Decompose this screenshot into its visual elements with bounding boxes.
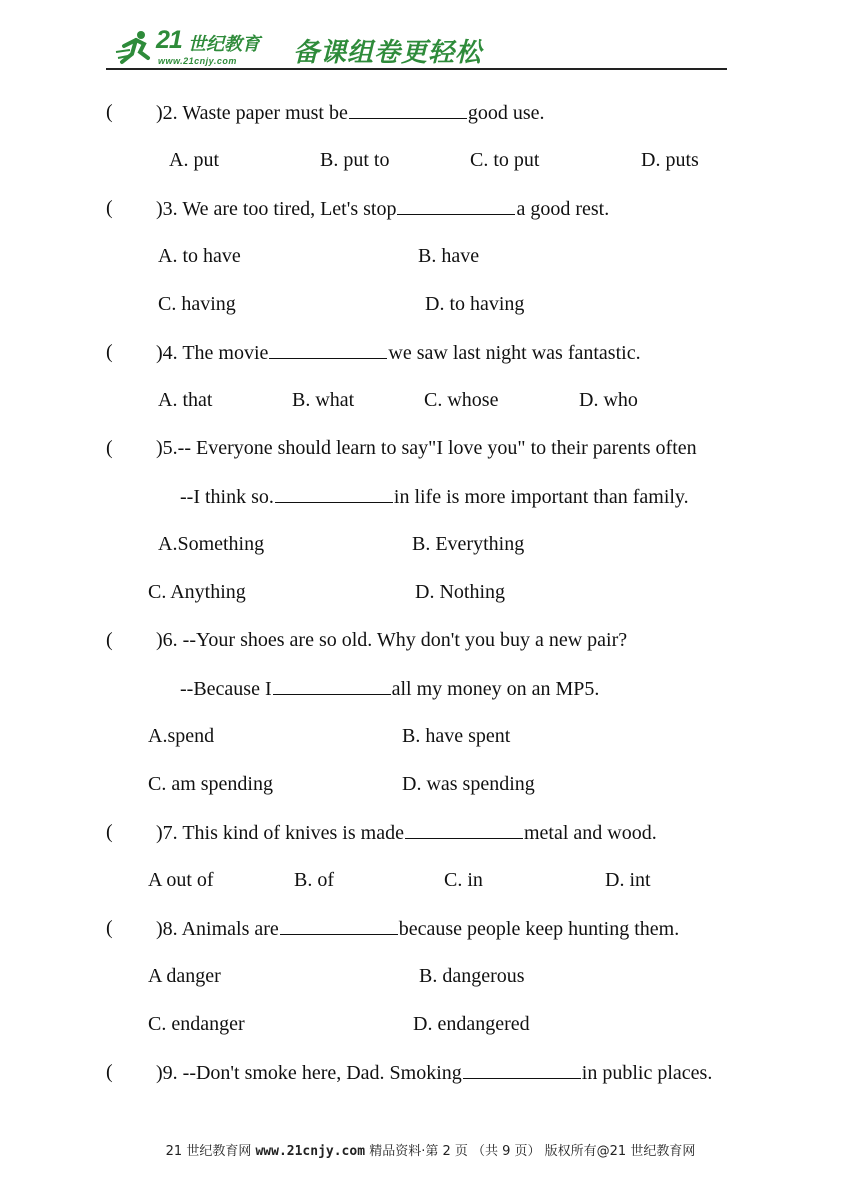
answer-blank: [273, 676, 391, 695]
page-header: [106, 26, 727, 72]
page-footer: [0, 1140, 861, 1159]
option-d: D. to having: [425, 293, 525, 315]
logo-number: 21: [156, 26, 182, 54]
option-c: C. to put: [470, 149, 540, 171]
option-c: C. endanger: [148, 1013, 245, 1035]
option-a: A. to have: [158, 245, 241, 267]
option-a: A.Something: [158, 533, 265, 555]
footer-info: 精品资料·第 2 页 （共 9 页） 版权所有@21 世纪教育网: [369, 1144, 696, 1159]
option-b: B. what: [292, 389, 355, 411]
answer-blank: [349, 100, 467, 119]
option-a: A danger: [148, 965, 221, 987]
question-text: )9. --Don't smoke here, Dad. Smoking in public places.: [156, 1062, 713, 1084]
option-a: A.spend: [148, 725, 215, 747]
option-d: D. who: [579, 389, 638, 411]
option-d: D. int: [605, 869, 651, 891]
header-divider: [106, 68, 727, 70]
question-text: )2. Waste paper must be good use.: [156, 102, 545, 124]
answer-paren: (: [106, 101, 113, 123]
option-a: A out of: [148, 869, 214, 891]
footer-site: 21 世纪教育网: [165, 1144, 252, 1159]
answer-paren: (: [106, 1061, 113, 1083]
option-c: C. in: [444, 869, 483, 891]
option-b: B. have spent: [402, 725, 511, 747]
option-d: D. was spending: [402, 773, 535, 795]
answer-blank: [405, 820, 523, 839]
option-a: A. that: [158, 389, 213, 411]
option-b: B. dangerous: [419, 965, 525, 987]
option-c: C. having: [158, 293, 236, 315]
option-d: D. puts: [641, 149, 699, 171]
question-text: )8. Animals are because people keep hunting them.: [156, 918, 680, 940]
answer-blank: [397, 196, 515, 215]
logo-url: www.21cnjy.com: [158, 56, 237, 66]
option-d: D. endangered: [413, 1013, 530, 1035]
logo-text: 世纪教育: [188, 34, 260, 55]
question-text-line-2: --I think so. in life is more important than family.: [180, 486, 689, 508]
answer-paren: (: [106, 821, 113, 843]
footer-url[interactable]: www.21cnjy.com: [255, 1144, 366, 1159]
answer-paren: (: [106, 197, 113, 219]
answer-paren: (: [106, 341, 113, 363]
answer-paren: (: [106, 629, 113, 651]
option-d: D. Nothing: [415, 581, 505, 603]
question-text-line-2: --Because I all my money on an MP5.: [180, 678, 600, 700]
option-a: A. put: [169, 149, 219, 171]
answer-blank: [269, 340, 387, 359]
question-text: )6. --Your shoes are so old. Why don't you buy a new pair?: [156, 629, 628, 651]
answer-blank: [280, 916, 398, 935]
answer-blank: [275, 484, 393, 503]
question-text: )4. The movie we saw last night was fantastic.: [156, 342, 641, 364]
option-b: B. of: [294, 869, 334, 891]
answer-paren: (: [106, 917, 113, 939]
option-b: B. have: [418, 245, 480, 267]
runner-logo-icon: [114, 28, 154, 68]
answer-blank: [463, 1060, 581, 1079]
header-slogan: 备课组卷更轻松: [293, 38, 483, 68]
option-b: B. put to: [320, 149, 390, 171]
option-c: C. am spending: [148, 773, 273, 795]
question-text: )3. We are too tired, Let's stop a good rest.: [156, 198, 610, 220]
answer-paren: (: [106, 437, 113, 459]
option-c: C. Anything: [148, 581, 246, 603]
option-b: B. Everything: [412, 533, 525, 555]
question-text: )5.-- Everyone should learn to say"I love you" to their parents often: [156, 437, 697, 459]
question-text: )7. This kind of knives is made metal and wood.: [156, 822, 657, 844]
option-c: C. whose: [424, 389, 499, 411]
